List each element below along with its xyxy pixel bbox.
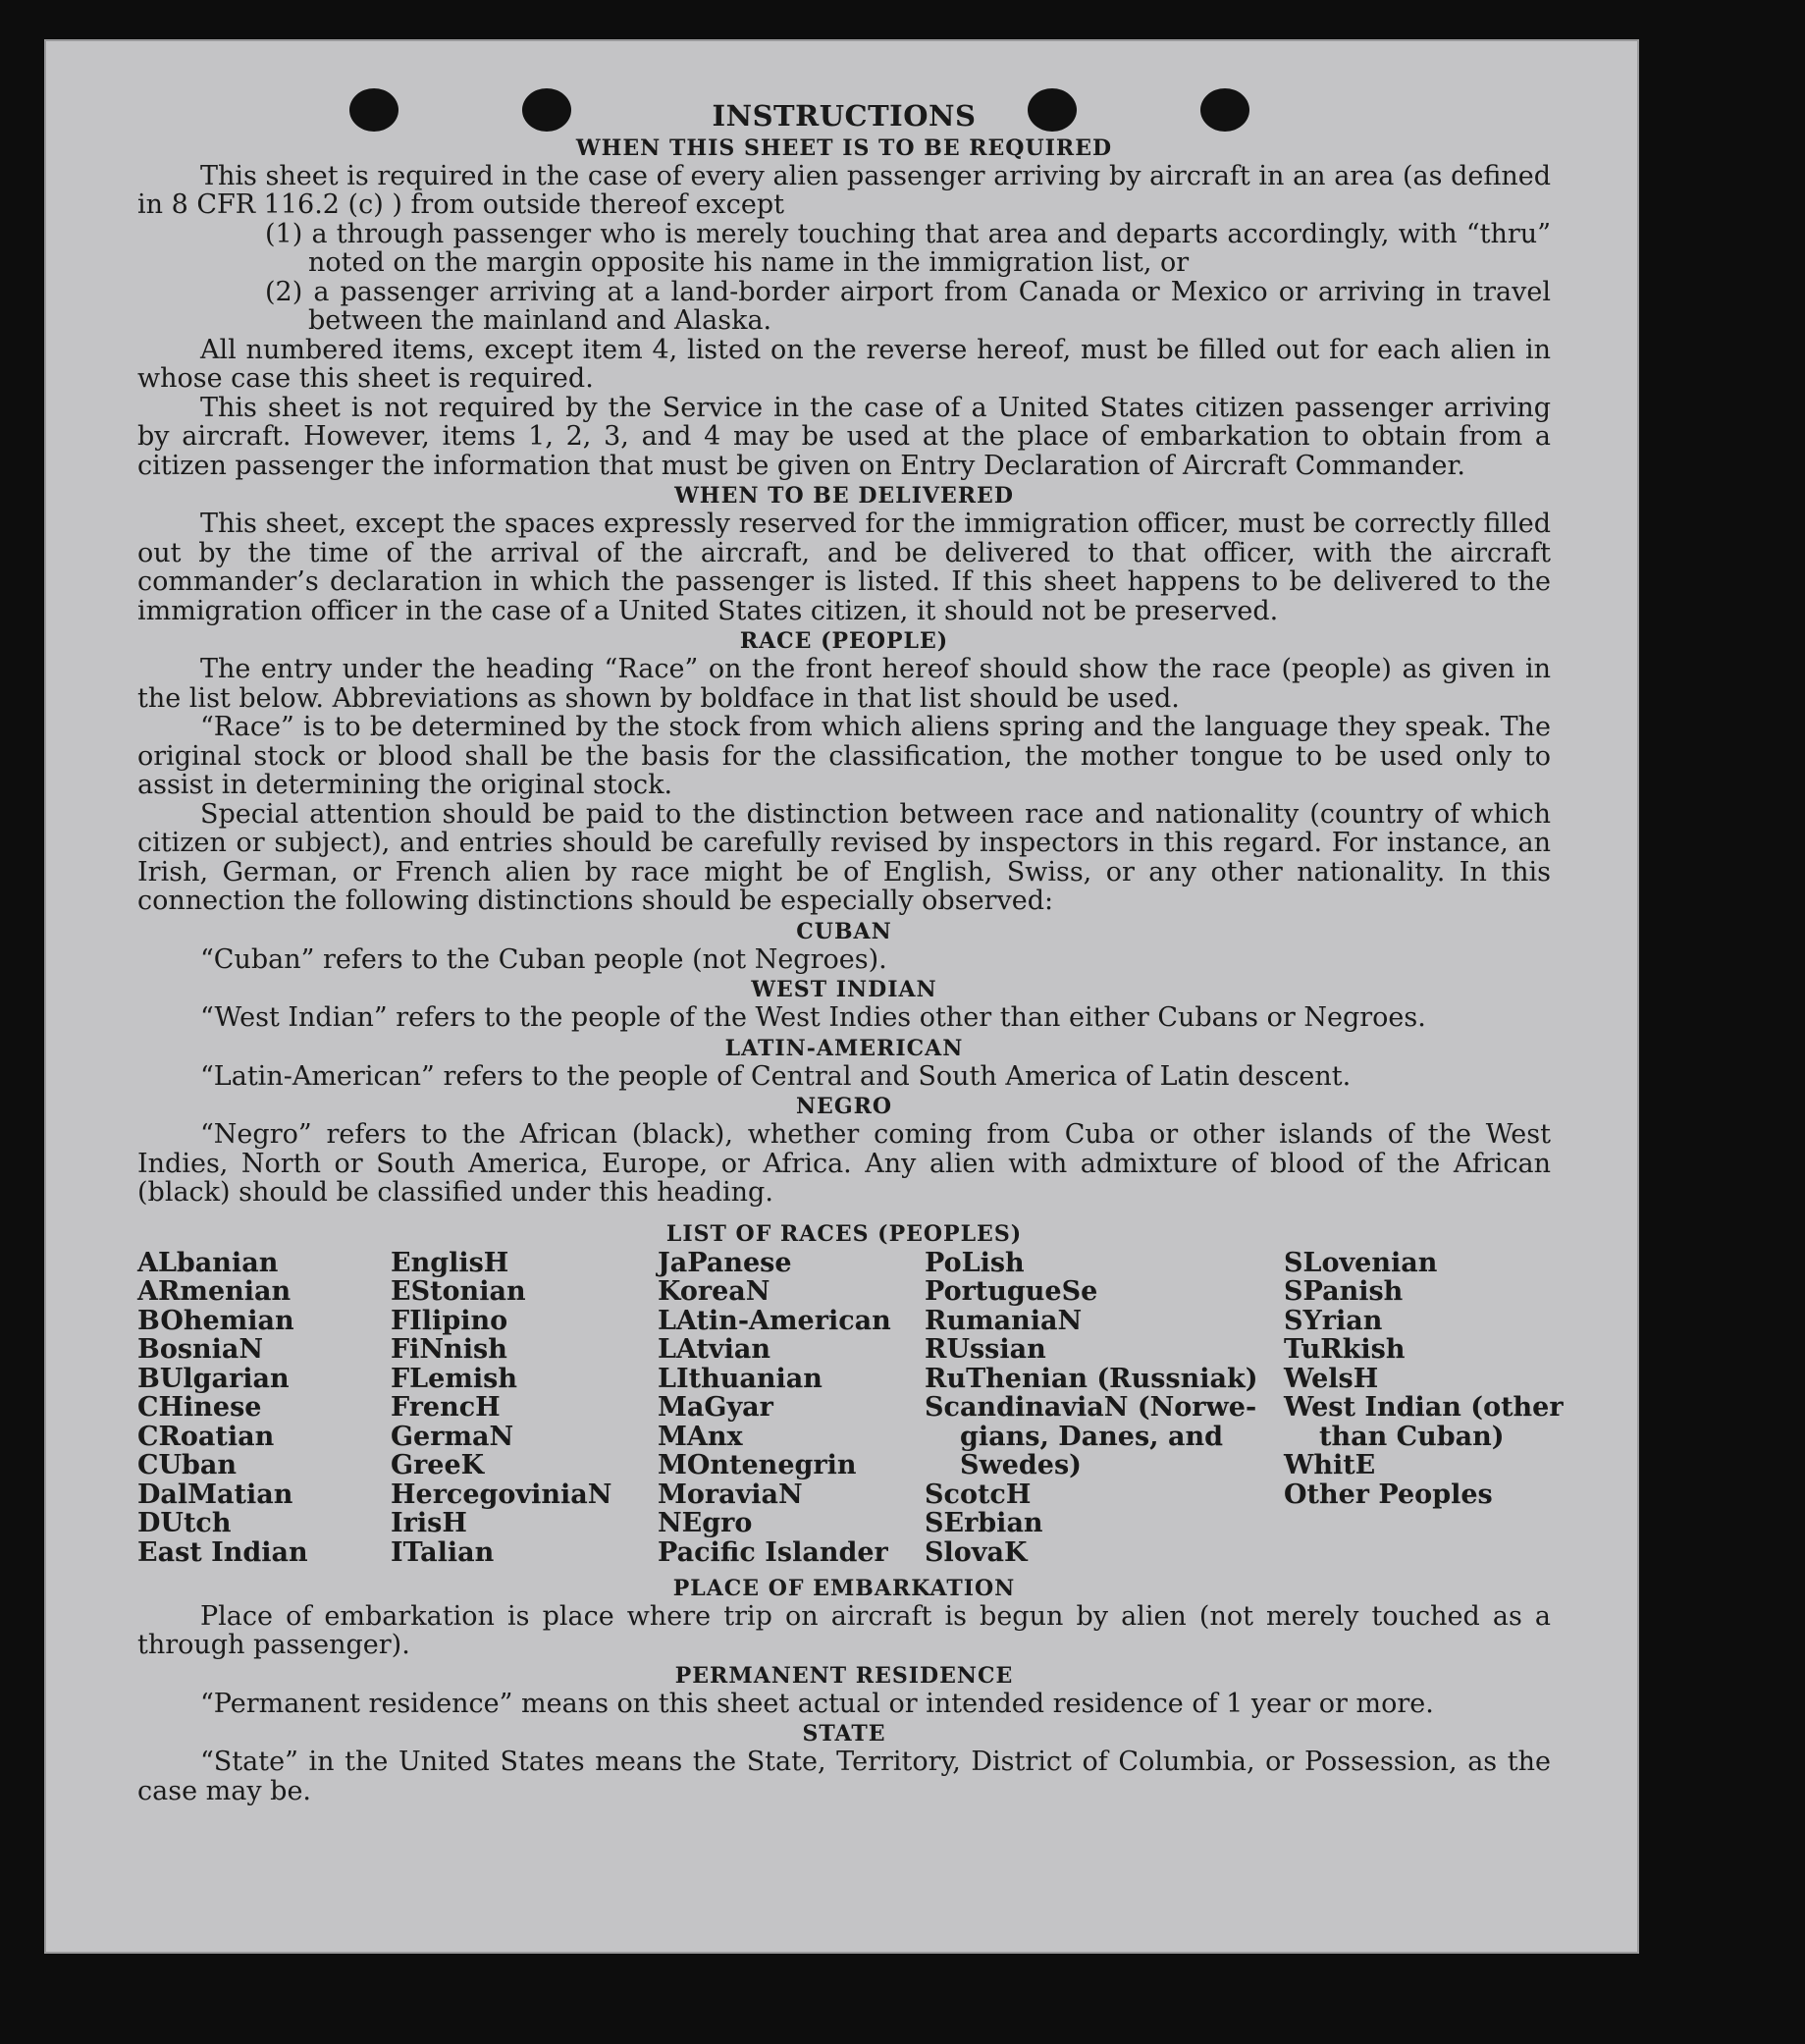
race-entry: SLovenian [1284, 1247, 1438, 1278]
race-entry: LIthuanian [658, 1363, 823, 1394]
race-entry: MoraviaN [658, 1479, 803, 1510]
race-entry: BOhemian [137, 1305, 294, 1336]
section-heading: LATIN-AMERICAN [724, 1035, 964, 1061]
race-entry: RUssian [925, 1334, 1046, 1365]
paragraph: This sheet, except the spaces expressly reserved for the immigration officer, must be correctly filled out by the time of the arrival of the aircraft, and be delivered to that officer, with the aircraft commander’s declaration in which the passenger is listed. If this sheet happens to be delivered to the immigration officer in the case of a United States citizen, it should not be preserved. [137, 509, 1551, 626]
race-entry: DUtch [137, 1508, 232, 1538]
race-entry: EStonian [391, 1276, 526, 1307]
race-entry: ARmenian [137, 1276, 292, 1307]
paragraph: “Negro” refers to the African (black), whether coming from Cuba or other islands of the West Indies, North or South America, Europe, or Africa. Any alien with admixture of blood of the African (black) should be classified under this heading. [137, 1119, 1551, 1208]
race-entry: Swedes) [960, 1450, 1082, 1480]
race-entry: WelsH [1284, 1363, 1379, 1394]
race-entry: BosniaN [137, 1334, 264, 1365]
race-entry: gians, Danes, and [960, 1421, 1223, 1452]
race-entry: West Indian (other [1284, 1392, 1564, 1423]
paragraph: “Race” is to be determined by the stock from which aliens spring and the language they speak. The original stock or blood shall be the basis for the classification, the mother tongue to be used only to assist in determining the original stock. [137, 712, 1551, 800]
race-entry: RuThenian (Russniak) [925, 1363, 1258, 1394]
races-list [137, 1247, 1564, 1573]
section-heading: NEGRO [795, 1094, 893, 1119]
paragraph: The entry under the heading “Race” on the front hereof should show the race (people) as given in the list below. Abbreviations as shown by boldface in that list should be used. [137, 654, 1551, 714]
paragraph: Special attention should be paid to the distinction between race and nationality (country of which citizen or subject), and entries should be carefully revised by inspectors in this regard. For instance, an Irish, German, or French alien by race might be of English, Swiss, or any other nationality. In this connection the following distinctions should be especially observed: [137, 798, 1551, 916]
race-entry: ITalian [391, 1536, 495, 1568]
document-sheet [44, 39, 1639, 1954]
paragraph: Place of embarkation is place where trip on aircraft is begun by alien (not merely touched as a through passenger). [137, 1600, 1551, 1660]
races-column-4 [925, 1249, 1258, 1568]
race-entry: WhitE [1284, 1450, 1376, 1480]
section-heading: LIST OF RACES (PEOPLES) [665, 1220, 1023, 1247]
race-entry: FrencH [391, 1392, 501, 1423]
race-entry: MAnx [658, 1421, 743, 1452]
section-heading: WEST INDIAN [751, 977, 937, 1002]
paragraph: “West Indian” refers to the people of the West Indies other than either Cubans or Negroes. [200, 1002, 1426, 1033]
race-entry: ScotcH [925, 1479, 1032, 1510]
race-entry: BUlgarian [137, 1363, 290, 1394]
section-heading: STATE [802, 1721, 886, 1747]
race-entry: KoreaN [658, 1276, 770, 1307]
race-entry: DalMatian [137, 1479, 293, 1510]
race-entry: MOntenegrin [658, 1450, 857, 1480]
race-entry: GreeK [391, 1450, 485, 1480]
race-entry: SErbian [925, 1508, 1043, 1538]
section-heading: WHEN THIS SHEET IS TO BE REQUIRED [575, 134, 1113, 161]
paragraph: “Cuban” refers to the Cuban people (not Negroes). [200, 943, 887, 975]
race-entry: SPanish [1284, 1276, 1404, 1307]
section-heading: CUBAN [796, 918, 892, 944]
race-entry: TuRkish [1284, 1334, 1406, 1365]
races-column-1 [137, 1249, 308, 1568]
section-heading: RACE (PEOPLE) [739, 628, 949, 654]
race-entry: HercegoviniaN [391, 1479, 612, 1510]
race-entry: FiNnish [391, 1334, 507, 1365]
races-column-3 [658, 1249, 891, 1568]
race-entry: CUban [137, 1450, 238, 1480]
paragraph: “Latin-American” refers to the people of Central and South America of Latin descent. [200, 1060, 1352, 1092]
races-column-2 [391, 1249, 611, 1568]
race-entry: PortugueSe [925, 1276, 1098, 1307]
race-entry: Other Peoples [1284, 1479, 1493, 1510]
race-entry: RumaniaN [925, 1305, 1083, 1336]
list-item: (1) a through passenger who is merely touching that area and departs accordingly, with “thru” noted on the margin opposite his name in the immigration list, or [265, 218, 1551, 278]
race-entry: CHinese [137, 1392, 262, 1423]
instructions-content [137, 99, 1564, 1806]
paragraph: All numbered items, except item 4, listed on the reverse hereof, must be filled out for each alien in whose case this sheet is required. [137, 334, 1551, 394]
race-entry: JaPanese [658, 1247, 792, 1278]
race-entry: GermaN [391, 1421, 514, 1452]
race-entry: East Indian [137, 1536, 308, 1568]
race-entry: IrisH [391, 1508, 467, 1538]
paragraph: “Permanent residence” means on this sheet actual or intended residence of 1 year or more. [200, 1688, 1434, 1719]
race-entry: CRoatian [137, 1421, 275, 1452]
section-heading: PLACE OF EMBARKATION [672, 1575, 1016, 1601]
list-item: (2) a passenger arriving at a land-border airport from Canada or Mexico or arriving in travel between the mainland and Alaska. [265, 276, 1551, 336]
race-entry: Pacific Islander [658, 1536, 888, 1568]
race-entry: MaGyar [658, 1392, 773, 1423]
paragraph: “State” in the United States means the State, Territory, District of Columbia, or Possession, as the case may be. [137, 1747, 1551, 1806]
paragraph: This sheet is not required by the Service in the case of a United States citizen passenger arriving by aircraft. However, items 1, 2, 3, and 4 may be used at the place of embarkation to obtain from a citizen passenger the information that must be given on Entry Declaration of Aircraft Commander. [137, 392, 1551, 481]
race-entry: ALbanian [137, 1247, 279, 1278]
race-entry: PoLish [925, 1247, 1025, 1278]
races-column-5 [1284, 1249, 1564, 1510]
section-heading: PERMANENT RESIDENCE [674, 1662, 1014, 1689]
race-entry: NEgro [658, 1508, 753, 1538]
race-entry: ScandinaviaN (Norwe- [925, 1392, 1257, 1423]
race-entry: EnglisH [391, 1247, 509, 1278]
race-entry: FIlipino [391, 1305, 508, 1336]
race-entry: LAtvian [658, 1334, 771, 1365]
race-entry: SYrian [1284, 1305, 1383, 1336]
page-title: INSTRUCTIONS [712, 99, 977, 133]
race-entry: than Cuban) [1319, 1421, 1505, 1452]
race-entry: LAtin-American [658, 1305, 891, 1336]
race-entry: SlovaK [925, 1536, 1028, 1568]
paragraph: This sheet is required in the case of every alien passenger arriving by aircraft in an area (as defined in 8 CFR 116.2 (c) ) from outside thereof except [137, 160, 1551, 220]
race-entry: FLemish [391, 1363, 517, 1394]
section-heading: WHEN TO BE DELIVERED [674, 483, 1014, 509]
